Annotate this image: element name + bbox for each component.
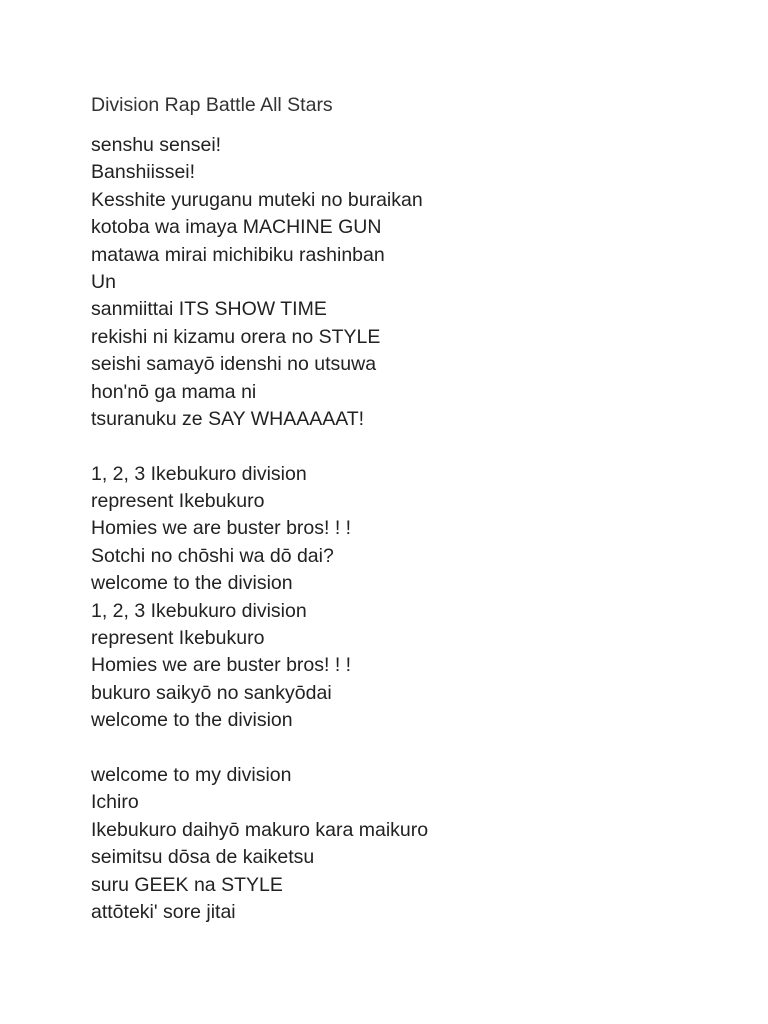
lyric-line: sanmiittai ITS SHOW TIME: [91, 298, 327, 321]
lyric-line: welcome to my division: [91, 763, 292, 786]
lyric-line: 1, 2, 3 Ikebukuro division: [91, 462, 307, 485]
lyric-line: Banshiissei!: [91, 161, 196, 184]
lyric-line: Kesshite yuruganu muteki no buraikan: [91, 188, 423, 211]
lyric-line: Sotchi no chōshi wa dō dai?: [91, 544, 334, 567]
lyrics-body: [91, 132, 428, 926]
lyric-line: welcome to the division: [91, 709, 293, 732]
blank-line: [91, 433, 428, 460]
lyric-line: tsuranuku ze SAY WHAAAAAT!: [91, 407, 365, 430]
document-title: Division Rap Battle All Stars: [91, 94, 333, 116]
lyric-line: hon'nō ga mama ni: [91, 380, 257, 403]
lyric-line: represent Ikebukuro: [91, 627, 265, 650]
lyric-line: seishi samayō idenshi no utsuwa: [91, 353, 377, 376]
lyric-line: senshu sensei!: [91, 134, 222, 156]
lyric-line: welcome to the division: [91, 572, 293, 595]
lyric-line: Homies we are buster bros! ! !: [91, 654, 352, 677]
lyric-line: Ikebukuro daihyō makuro kara maikuro: [91, 818, 429, 841]
lyric-line: kotoba wa imaya MACHINE GUN: [91, 216, 382, 239]
lyric-line: matawa mirai michibiku rashinban: [91, 243, 385, 266]
lyric-line: seimitsu dōsa de kaiketsu: [91, 846, 315, 869]
lyric-line: rekishi ni kizamu orera no STYLE: [91, 325, 381, 348]
lyric-line: Homies we are buster bros! ! !: [91, 517, 352, 540]
lyric-line: suru GEEK na STYLE: [91, 873, 283, 896]
lyric-line: 1, 2, 3 Ikebukuro division: [91, 599, 307, 622]
lyric-line: Ichiro: [91, 791, 139, 814]
lyric-line: represent Ikebukuro: [91, 490, 265, 513]
lyric-line: Un: [91, 270, 116, 293]
lyric-line: bukuro saikyō no sankyōdai: [91, 681, 332, 704]
blank-line: [91, 735, 428, 762]
lyric-line: attōteki' sore jitai: [91, 900, 236, 923]
